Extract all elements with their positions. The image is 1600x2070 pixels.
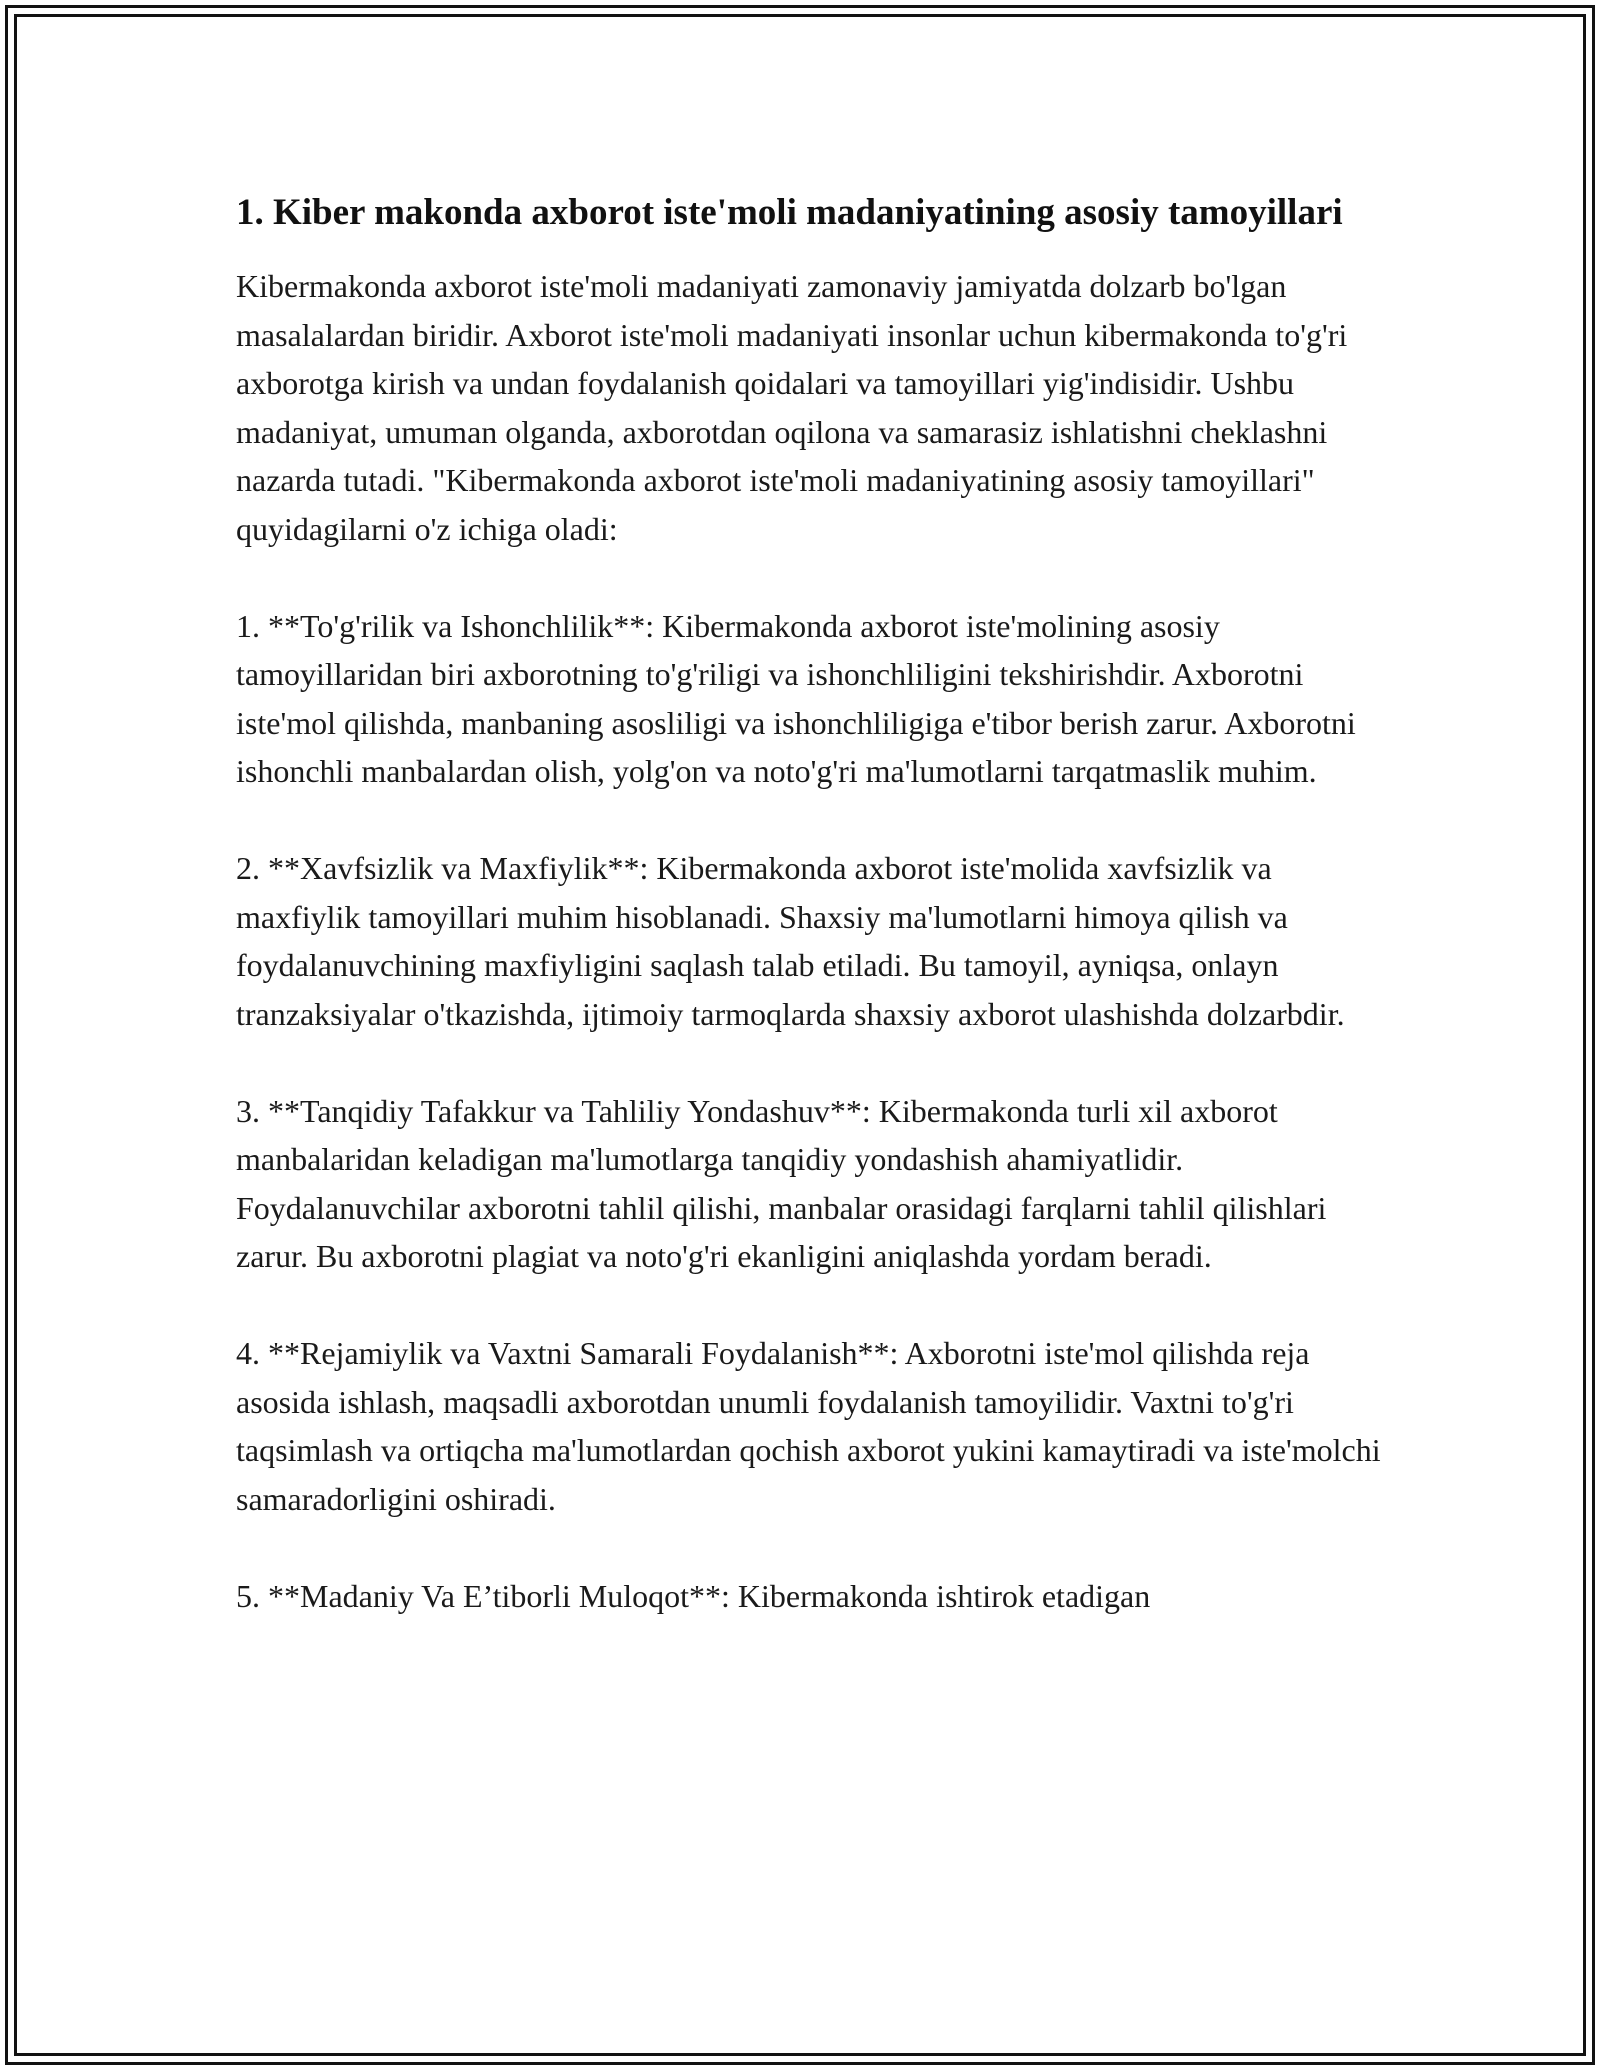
intro-paragraph: Kibermakonda axborot iste'moli madaniyati zamonaviy jamiyatda dolzarb bo'lgan masalalardan biridir. Axborot iste'moli madaniyati insonlar uchun kibermakonda to'g'ri axborotga kirish va undan foydalanish qoidalari va tamoyillari yig'indisidir. Ushbu madaniyat, umuman olganda, axborotdan oqilona va samarasiz ishlatishni cheklashni nazarda tutadi. "Kibermakonda axborot iste'moli madaniyatining asosiy tamoyillari" quyidagilarni o'z ichiga oladi:: [236, 268, 1348, 547]
principle-2-paragraph: 2. **Xavfsizlik va Maxfiylik**: Kibermakonda axborot iste'molida xavfsizlik va maxfiylik tamoyillari muhim hisoblanadi. Shaxsiy ma'lumotlarni himoya qilish va foydalanuvchining maxfiyligini saqlash talab etiladi. Bu tamoyil, ayniqsa, onlayn tranzaksiyalar o'tkazishda, ijtimoiy tarmoqlarda shaxsiy axborot ulashishda dolzarbdir.: [236, 850, 1345, 1032]
principle-5-paragraph: 5. **Madaniy Va E’tiborli Muloqot**: Kibermakonda ishtirok etadigan: [236, 1577, 1151, 1614]
principle-1-paragraph: 1. **To'g'rilik va Ishonchlilik**: Kibermakonda axborot iste'molining asosiy tamoyillaridan biri axborotning to'g'riligi va ishonchliligini tekshirishdir. Axborotni iste'mol qilishda, manbaning asosliligi va ishonchliligiga e'tibor berish zarur. Axborotni ishonchli manbalardan olish, yolg'on va noto'g'ri ma'lumotlarni tarqatmaslik muhim.: [236, 607, 1356, 789]
principle-3-paragraph: 3. **Tanqidiy Tafakkur va Tahliliy Yondashuv**: Kibermakonda turli xil axborot manbalaridan keladigan ma'lumotlarga tanqidiy yondashish ahamiyatlidir. Foydalanuvchilar axborotni tahlil qilishi, manbalar orasidagi farqlarni tahlil qilishlari zarur. Bu axborotni plagiat va noto'g'ri ekanligini aniqlashda yordam beradi.: [236, 1092, 1327, 1274]
principle-4-paragraph: 4. **Rejamiylik va Vaxtni Samarali Foydalanish**: Axborotni iste'mol qilishda reja asosida ishlash, maqsadli axborotdan unumli foydalanish tamoyilidir. Vaxtni to'g'ri taqsimlash va ortiqcha ma'lumotlardan qochish axborot yukini kamaytiradi va iste'molchi samaradorligini oshiradi.: [236, 1335, 1381, 1517]
document-title: 1. Kiber makonda axborot iste'moli madaniyatining asosiy tamoyillari: [236, 192, 1343, 233]
document-body: [236, 186, 1384, 1669]
